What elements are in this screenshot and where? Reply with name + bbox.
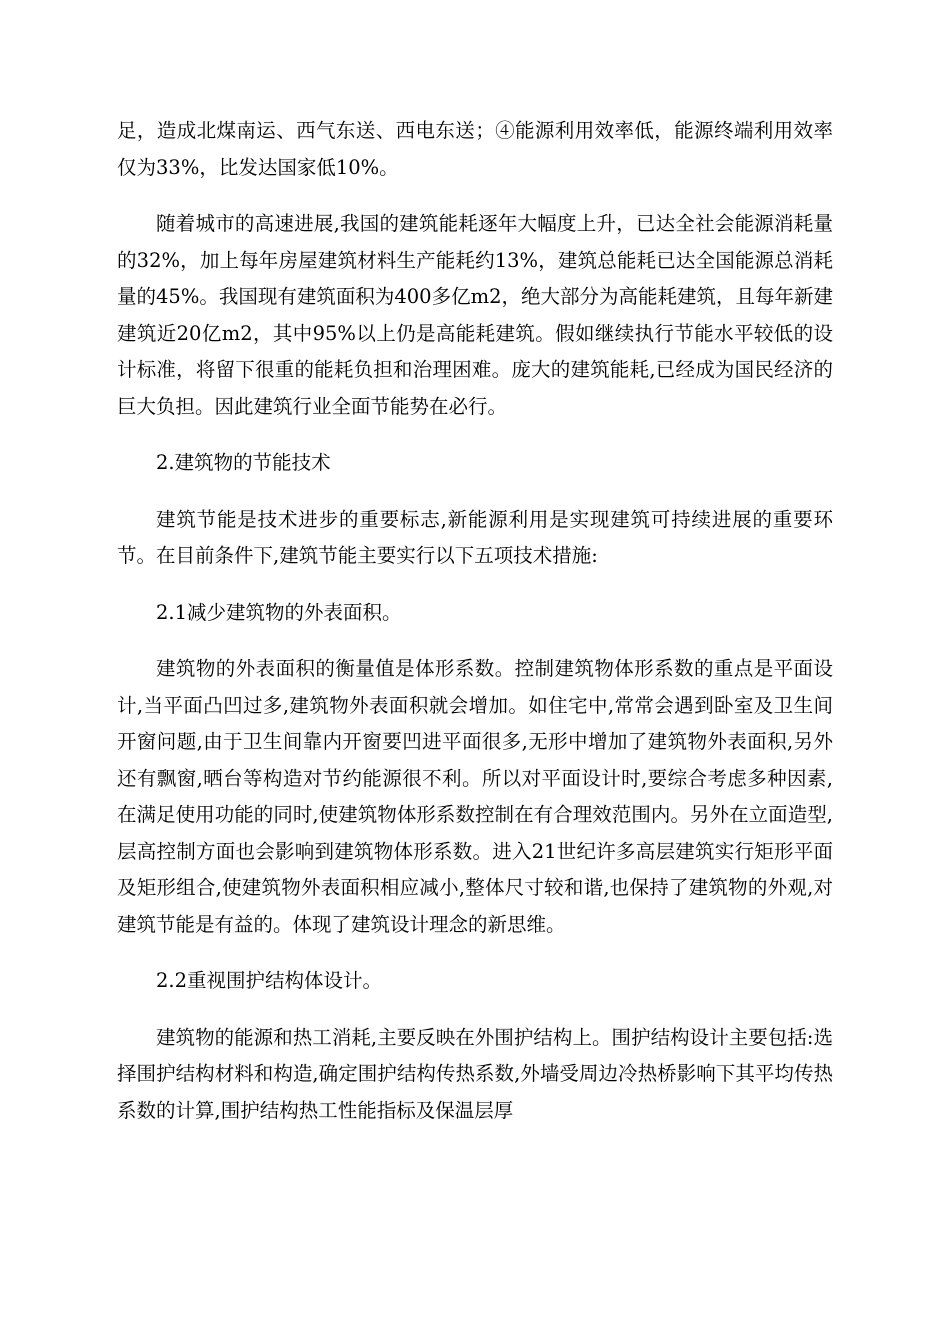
paragraph-envelope-design: 建筑物的能源和热工消耗,主要反映在外围护结构上。围护结构设计主要包括:选择围护结构材料和构造,确定围护结构传热系数,外墙受周边冷热桥影响下其平均传热系数的计算,围护结构热工性能指标及保温层厚 <box>117 1025 833 1122</box>
paragraph-continued: 足，造成北煤南运、西气东送、西电东送；④能源利用效率低，能源终端利用效率仅为33%，比发达国家低10%。 <box>117 119 833 179</box>
paragraph-shape-coefficient: 建筑物的外表面积的衡量值是体形系数。控制建筑物体形系数的重点是平面设计,当平面凸凹过多,建筑物外表面积就会增加。如住宅中,常常会遇到卧室及卫生间开窗问题,由于卫生间靠内开窗要凹进平面很多,无形中增加了建筑物外表面积,另外还有飘窗,晒台等构造对节约能源很不利。所以对平面设计时,要综合考虑多种因素,在满足使用功能的同时,使建筑物体形系数控制在有合理效范围内。另外在立面造型,层高控制方面也会影响到建筑物体形系数。进入21世纪许多高层建筑实行矩形平面及矩形组合,使建筑物外表面积相应减小,整体尺寸较和谐,也保持了建筑物的外观,对建筑节能是有益的。体现了建筑设计理念的新思维。 <box>117 657 833 936</box>
document-body <box>117 113 833 1149</box>
paragraph-building-energy: 随着城市的高速进展,我国的建筑能耗逐年大幅度上升，已达全社会能源消耗量的32%，加上每年房屋建筑材料生产能耗约13%，建筑总能耗已达全国能源总消耗量的45%。我国现有建筑面积为400多亿m2，绝大部分为高能耗建筑，且每年新建建筑近20亿m2，其中95%以上仍是高能耗建筑。假如继续执行节能水平较低的设计标准，将留下很重的能耗负担和治理困难。庞大的建筑能耗,已经成为国民经济的巨大负担。因此建筑行业全面节能势在必行。 <box>117 212 833 418</box>
section-heading-2-1: 2.1减少建筑物的外表面积。 <box>156 600 402 624</box>
section-heading-2: 2.建筑物的节能技术 <box>156 451 331 474</box>
section-heading-2-2: 2.2重视围护结构体设计。 <box>156 969 383 992</box>
paragraph-energy-tech-intro: 建筑节能是技术进步的重要标志,新能源利用是实现建筑可持续进展的重要环节。在目前条件下,建筑节能主要实行以下五项技术措施: <box>117 507 833 567</box>
